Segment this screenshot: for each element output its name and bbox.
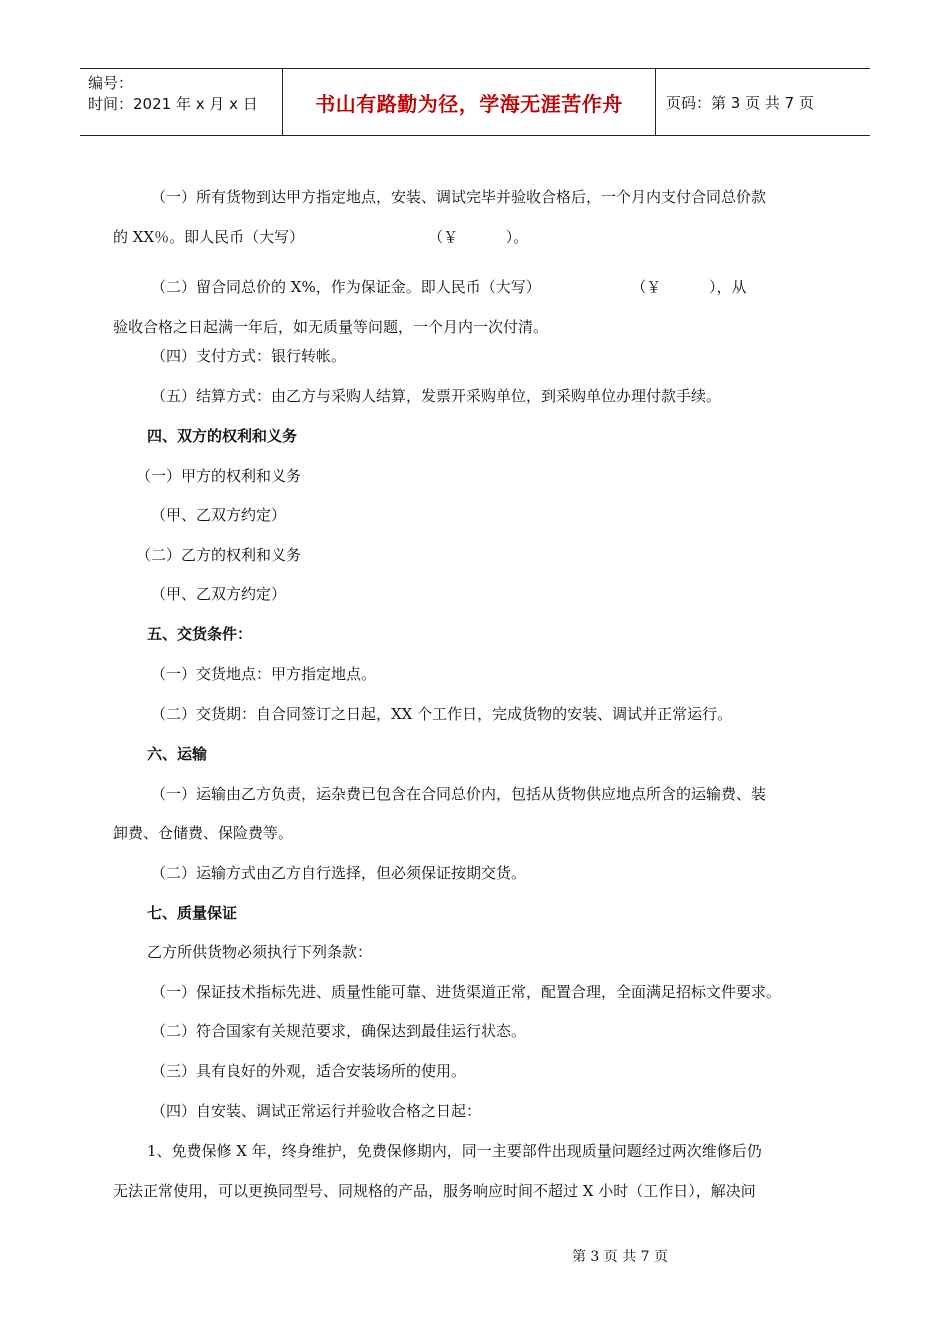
paragraph-line: （二）留合同总价的 X%，作为保证金。即人民币（大写） （￥ ），从 xyxy=(151,278,747,296)
paragraph-line: 1、免费保修 X 年，终身维护，免费保修期内，同一主要部件出现质量问题经过两次维修后仍 xyxy=(147,1142,762,1160)
paragraph-line: 卸费、仓储费、保险费等。 xyxy=(113,824,294,842)
paragraph-line: （一）运输由乙方负责，运杂费已包含在合同总价内，包括从货物供应地点所含的运输费、装 xyxy=(151,785,767,803)
paragraph-line: （一）所有货物到达甲方指定地点，安装、调试完毕并验收合格后，一个月内支付合同总价款 xyxy=(151,188,767,206)
motto-text: 书山有路勤为径，学海无涯苦作舟 xyxy=(315,91,623,116)
footer-page-number: 第 3 页 共 7 页 xyxy=(571,1249,669,1265)
section-heading: 四、双方的权利和义务 xyxy=(147,427,298,445)
paragraph-line: （三）具有良好的外观，适合安装场所的使用。 xyxy=(151,1062,467,1080)
paragraph-line: （一）保证技术指标先进、质量性能可靠、进货渠道正常，配置合理，全面满足招标文件要求。 xyxy=(151,983,782,1001)
paragraph-line: （四）自安装、调试正常运行并验收合格之日起： xyxy=(151,1102,482,1120)
section-heading: 六、运输 xyxy=(147,745,208,763)
paragraph-line: （二）运输方式由乙方自行选择，但必须保证按期交货。 xyxy=(151,864,527,882)
page-indicator: 页码：第 3 页 共 7 页 xyxy=(666,93,814,112)
section-heading: 五、交货条件： xyxy=(147,625,253,643)
paragraph-line: 无法正常使用，可以更换同型号、同规格的产品，服务响应时间不超过 X 小时（工作日），解决问 xyxy=(113,1182,756,1200)
page-header xyxy=(80,68,870,136)
header-meta xyxy=(80,69,282,135)
paragraph-line: （五）结算方式：由乙方与采购人结算，发票开采购单位，到采购单位办理付款手续。 xyxy=(151,387,722,405)
document-time: 时间：2021 年 x 月 x 日 xyxy=(88,95,258,113)
header-motto xyxy=(282,69,656,135)
paragraph-line: （甲、乙双方约定） xyxy=(151,585,287,603)
section-heading: 七、质量保证 xyxy=(147,904,238,922)
paragraph-line: （二）交货期：自合同签订之日起，XX 个工作日，完成货物的安装、调试并正常运行。 xyxy=(151,705,733,723)
page-footer xyxy=(0,1246,950,1266)
subsection-heading: （二）乙方的权利和义务 xyxy=(136,546,302,564)
paragraph-line: （四）支付方式：银行转帐。 xyxy=(151,347,347,365)
header-page xyxy=(656,69,870,135)
document-number: 编号： xyxy=(88,74,134,92)
paragraph-line: 验收合格之日起满一年后，如无质量等问题，一个月内一次付清。 xyxy=(113,318,549,336)
paragraph-line: 的 XX％。即人民币（大写） （￥ ）。 xyxy=(113,228,529,246)
paragraph-line: （一）交货地点：甲方指定地点。 xyxy=(151,665,377,683)
paragraph-line: （二）符合国家有关规范要求，确保达到最佳运行状态。 xyxy=(151,1022,527,1040)
paragraph-line: （甲、乙双方约定） xyxy=(151,506,287,524)
subsection-heading: （一）甲方的权利和义务 xyxy=(136,467,302,485)
paragraph-line: 乙方所供货物必须执行下列条款： xyxy=(147,943,373,961)
